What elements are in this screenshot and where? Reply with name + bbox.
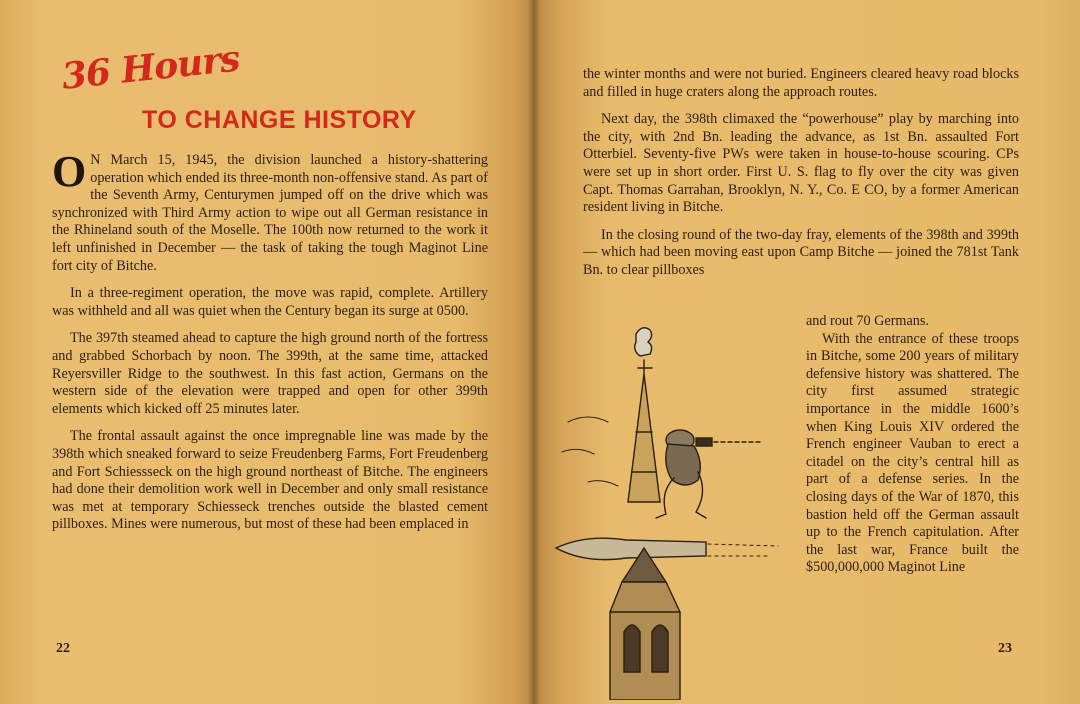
right-lower-paragraph-1: and rout 70 Germans. [806,313,929,329]
title-script: 36 Hours [59,37,242,98]
left-column [52,147,488,544]
right-lower-paragraph-2: With the entrance of these troops in Bitche, some 200 years of military defensive history was shattered. The city first assumed strategic importance in the middle 1600’s when King Louis XIV ordered the French engineer Vauban to erect a citadel on the city’s central hill as part of a defense series. In the closing days of the War of 1870, this bastion held off the German assault up to the French capitulation. After the last war, France built the $500,000,000 Maginot Line [806,330,1019,576]
right-paragraph-3: In the closing round of the two-day fray, elements of the 398th and 399th — which had been moving east upon Camp Bitche — joined the 781st Tank Bn. to clear pillboxes [583,226,1019,278]
right-paragraph-1: the winter months and were not buried. Engineers cleared heavy road blocks and filled in huge craters along the approach routes. [583,66,1019,100]
paragraph-2: In a three-regiment operation, the move was rapid, complete. Artillery was withheld and all was quiet when the Century began its surge at 0500. [52,285,488,319]
book-gutter [528,0,540,704]
page-number-left: 22 [56,641,70,656]
right-column [583,66,1019,290]
drop-cap: O [52,147,87,196]
paragraph-1-text: N March 15, 1945, the division launched a history-shattering operation which ended its three-month non-offensive stand. As part of the Seventh Army, Centurymen jumped off on the drive which was synchronized with Third Army action to wipe out all German resistance in the Rhineland south of the Moselle. The 100th now returned to the work it left unfinished in December — the task of taking the tough Maginot Line fort city of Bitche. [52,152,488,274]
page-title: TO CHANGE HISTORY [142,106,417,134]
paragraph-4: The frontal assault against the once impregnable line was made by the 398th which sneaked forward to seize Freudenberg Farms, Fort Freudenberg and Fort Schiessseck on the high ground northeast of Bitche. The engineers had done their demolition work well in December and only small resistance was met at temporary Schiesseck trenches outside the blasted cement pillboxes. Mines were numerous, but most of these had been emplaced in [52,428,488,533]
page-number-right: 23 [998,641,1012,656]
right-paragraph-2: Next day, the 398th climaxed the “powerhouse” play by marching into the city, with 2nd Bn. leading the advance, as 1st Bn. assaulted Fort Otterbiel. Seventy-five PWs were taken in house-to-house scouring. CPs were set up in short order. First U. S. flag to fly over the city was given Capt. Thomas Garrahan, Brooklyn, N. Y., Co. E CO, by a former American resident living in Bitche. [583,111,1019,216]
right-lower-column [806,313,1019,577]
steeple-illustration [548,312,798,700]
paragraph-1 [52,147,488,275]
paragraph-3: The 397th steamed ahead to capture the high ground north of the fortress and grabbed Schorbach by noon. The 399th, at the same time, attacked Reyersviller Ridge to the southwest. In this fast action, Germans on the western side of the elevation were trapped and open for other 399th elements which kicked off 25 minutes later. [52,330,488,417]
